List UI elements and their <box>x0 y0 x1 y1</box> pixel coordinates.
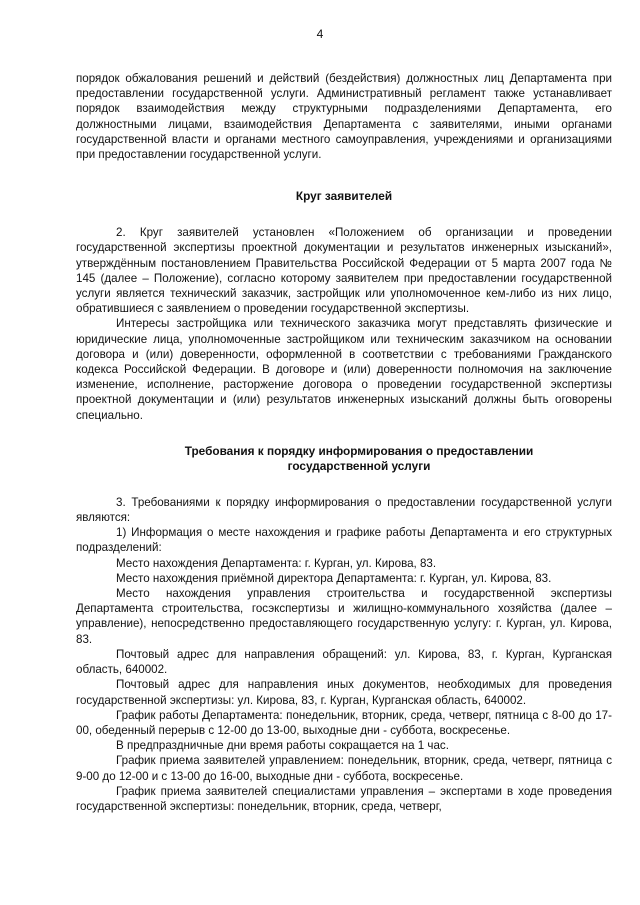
heading-line: государственной услуги <box>287 458 431 473</box>
paragraph: График работы Департамента: понедельник, вторник, среда, четверг, пятница с 8-00 до 17-00, обеденный перерыв с 12-00 до 13-00, выходные дни - суббота, воскресенье. <box>76 708 612 737</box>
paragraph: Место нахождения Департамента: г. Курган, ул. Кирова, 83. <box>116 556 437 570</box>
paragraph: В предпраздничные дни время работы сокращается на 1 час. <box>116 739 449 753</box>
intro-paragraph: порядок обжалования решений и действий (бездействия) должностных лиц Департамента при предоставлении государственной услуги. Административный регламент также устанавливает порядок взаимодействия между структурными подразделениями Департамента, его должностными лицами, взаимодействия Департамента с заявителями, иными органами государственной власти и органами местного самоуправления, учреждениями и организациями при предоставлении государственной услуги. <box>76 72 612 162</box>
paragraph: Место нахождения управления строительства и государственной экспертизы Департамента строительства, госэкспертизы и жилищно-коммунального хозяйства (далее – управление), непосредственно предоставляющего государственную услугу: г. Курган, ул. Кирова, 83. <box>76 587 612 646</box>
paragraph: График приема заявителей специалистами управления – экспертами в ходе проведения государственной экспертизы: понедельник, вторник, среда, четверг, <box>76 784 612 813</box>
paragraph: 3. Требованиями к порядку информирования о предоставлении государственной услуги являются: <box>76 495 612 525</box>
paragraph: Место нахождения приёмной директора Департамента: г. Курган, ул. Кирова, 83. <box>116 571 552 585</box>
paragraph: 2. Круг заявителей установлен «Положением об организации и проведении государственной экспертизы проектной документации и результатов инженерных изысканий», утверждённым постановлением Правительства Российской Федерации от 5 марта 2007 года № 145 (далее – Положение), согласно которому заявителем при предоставлении государственной услуги является технический заказчик, застройщик или уполномоченное кем-либо из них лицо, обратившиеся с заявлением о проведении государственной экспертизы. <box>76 226 612 316</box>
paragraph: 1) Информация о месте нахождения и графике работы Департамента и его структурных подразделений: <box>76 526 612 555</box>
page-number: 4 <box>316 27 324 41</box>
section-heading-applicants: Круг заявителей <box>295 189 393 204</box>
paragraph: Почтовый адрес для направления иных документов, необходимых для проведения государственной экспертизы: ул. Кирова, 83, г. Курган, Курганская область, 640002. <box>76 678 612 707</box>
paragraph: Почтовый адрес для направления обращений: ул. Кирова, 83, г. Курган, Курганская область, 640002. <box>76 647 612 677</box>
document-body <box>76 71 612 814</box>
section-heading-information <box>76 444 612 474</box>
heading-line: Требования к порядку информирования о предоставлении <box>184 443 534 458</box>
paragraph: График приема заявителей управлением: понедельник, вторник, среда, четверг, пятница с 9-00 до 12-00 и с 13-00 до 16-00, выходные дни - суббота, воскресенье. <box>76 754 612 783</box>
paragraph: Интересы застройщика или технического заказчика могут представлять физические и юридические лица, уполномоченные застройщиком или техническим заказчиком на основании договора и (или) доверенности, оформленной в соответствии с требованиями Гражданского кодекса Российской Федерации. В договоре и (или) доверенности полномочия на заключение изменение, исполнение, расторжение договора о проведении государственной экспертизы проектной документации и (или) результатов инженерных изысканий должны быть оговорены специально. <box>76 317 612 422</box>
